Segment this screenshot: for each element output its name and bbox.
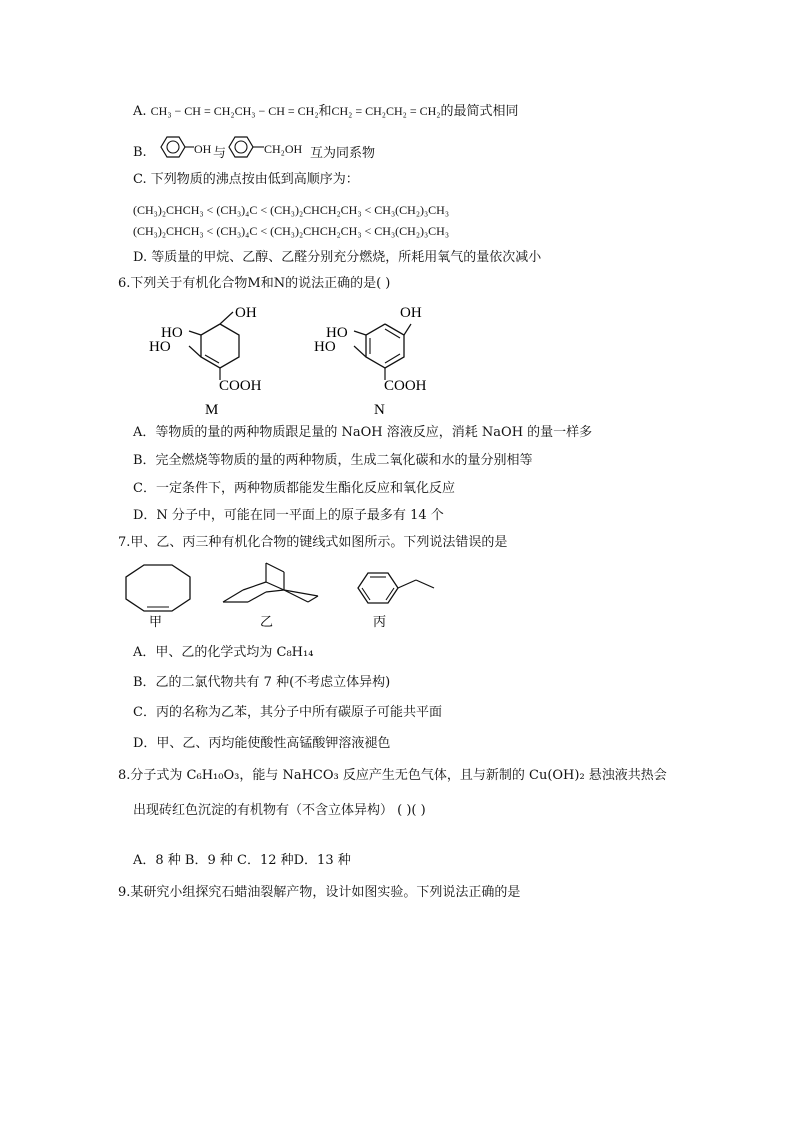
- q5-option-c: C. 下列物质的沸点按由低到高顺序为：: [133, 172, 359, 187]
- phenol-oh-label: OH: [194, 142, 212, 156]
- n-cooh: COOH: [384, 378, 427, 394]
- structure-yi-bicyclooctane: [218, 560, 328, 630]
- q5-a-suffix: 的最简式相同: [440, 104, 519, 119]
- q5-c-line1: (CH₃)₂CHCH₃ < (CH₃)₄C < (CH₃)₂CHCH₂CH₃ < CH₃(CH₂)₃CH₃: [133, 203, 450, 217]
- q5-c-line2: (CH₃)₂CHCH₃ < (CH₃)₄C < (CH₃)₂CHCH₂CH₃ < CH₃(CH₂)₃CH₃: [133, 224, 450, 238]
- n-ho-upper: HO: [326, 325, 348, 341]
- molecule-m: [145, 298, 285, 418]
- label-yi: 乙: [260, 614, 274, 629]
- structure-jia-cyclooctene: [118, 560, 198, 630]
- molecule-n: [310, 298, 450, 418]
- label-bing: 丙: [373, 614, 387, 629]
- n-oh-top: OH: [400, 305, 422, 321]
- q5-a-prefix: A.: [133, 104, 147, 119]
- benzyl-ch2oh-label: CH₂OH: [264, 142, 303, 156]
- q5-a-formula2: CH₂ = CH₂CH₂ = CH₂: [331, 104, 441, 118]
- m-ho-lower: HO: [149, 339, 171, 355]
- q8-stem: 8.分子式为 C₆H₁₀O₃，能与 NaHCO₃ 反应产生无色气体，且与新制的 Cu(OH)₂ 悬浊液共热会: [118, 768, 667, 783]
- q5-b-prefix: B.: [133, 145, 147, 160]
- label-jia: 甲: [149, 614, 163, 629]
- q6-option-a: A．等物质的量的两种物质跟足量的 NaOH 溶液反应，消耗 NaOH 的量一样多: [133, 425, 593, 440]
- q5-a-and: 和: [318, 104, 332, 119]
- q5-option-d: D. 等质量的甲烷、乙醇、乙醛分别充分燃烧，所耗用氧气的量依次减小: [133, 250, 542, 265]
- q7-option-a: A．甲、乙的化学式均为 C₈H₁₄: [133, 645, 314, 660]
- q5-b-with: 与: [213, 146, 227, 161]
- q5-b-suffix: 互为同系物: [310, 146, 376, 161]
- q8-stem-continued: 出现砖红色沉淀的有机物有（不含立体异构） ( )( ): [133, 803, 426, 818]
- m-cooh: COOH: [219, 378, 262, 394]
- q5-a-formula1: CH₃ − CH = CH₂CH₃ − CH = CH₂: [150, 104, 319, 118]
- m-ho-upper: HO: [161, 325, 183, 341]
- structure-bing-ethylbenzene: [348, 560, 448, 630]
- q6-option-b: B．完全燃烧等物质的量的两种物质，生成二氧化碳和水的量分别相等: [133, 453, 533, 468]
- q7-option-d: D．甲、乙、丙均能使酸性高锰酸钾溶液褪色: [133, 736, 391, 751]
- q6-stem: 6.下列关于有机化合物M和N的说法正确的是( ): [118, 276, 391, 291]
- m-oh-top: OH: [235, 305, 257, 321]
- q7-option-c: C．丙的名称为乙苯，其分子中所有碳原子可能共平面: [133, 705, 442, 720]
- n-ho-lower: HO: [314, 339, 336, 355]
- q7-option-b: B．乙的二氯代物共有 7 种(不考虑立体异构): [133, 675, 391, 690]
- q6-option-c: C．一定条件下，两种物质都能发生酯化反应和氧化反应: [133, 481, 455, 496]
- m-label: M: [205, 402, 219, 418]
- q8-options: A．8 种 B．9 种 C．12 种D．13 种: [133, 853, 351, 868]
- q5-option-a: [133, 104, 518, 120]
- q7-stem: 7.甲、乙、丙三种有机化合物的键线式如图所示。下列说法错误的是: [118, 535, 508, 550]
- q9-stem: 9.某研究小组探究石蜡油裂解产物，设计如图实验。下列说法正确的是: [118, 885, 521, 900]
- q6-option-d: D．N 分子中，可能在同一平面上的原子最多有 14 个: [133, 508, 444, 523]
- n-label: N: [374, 402, 385, 418]
